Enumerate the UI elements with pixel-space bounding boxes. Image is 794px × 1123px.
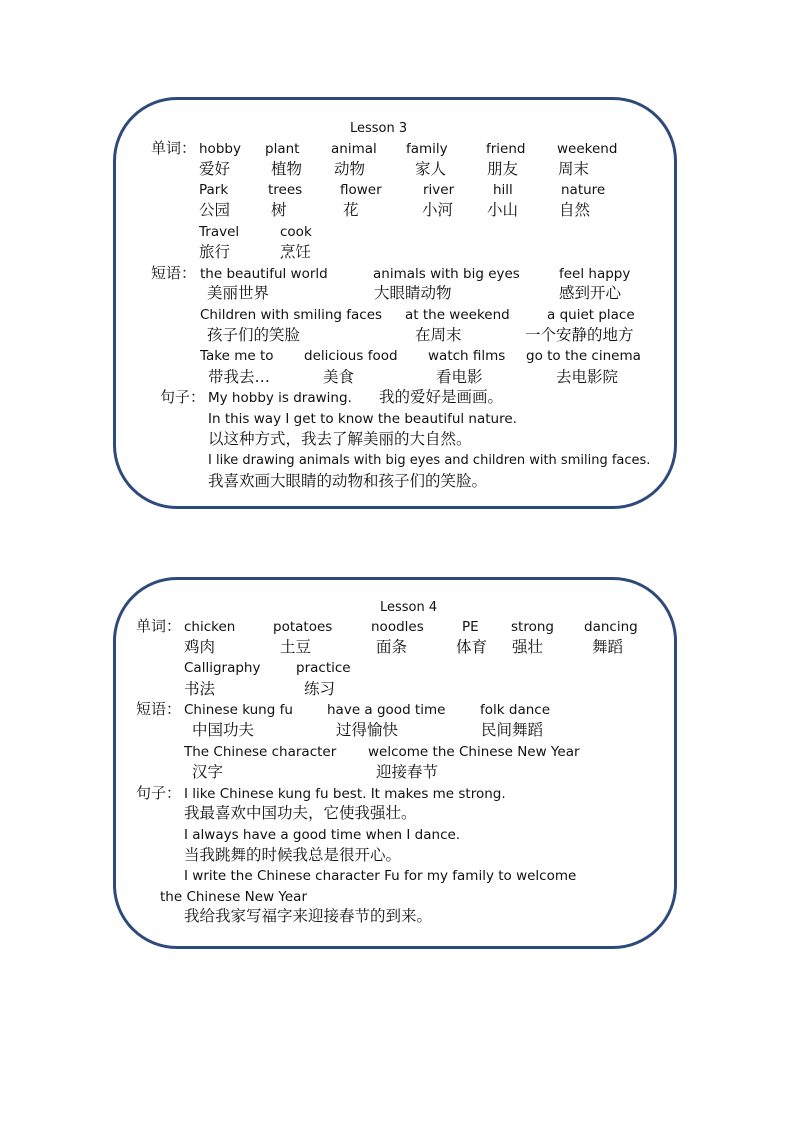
sentence-zh: 我的爱好是画画。 bbox=[379, 388, 504, 406]
word-en: Travel bbox=[199, 224, 240, 240]
word-zh: 强壮 bbox=[512, 638, 544, 656]
phrase-en: watch films bbox=[428, 348, 506, 364]
word-en: hill bbox=[493, 182, 513, 198]
sentence-zh: 我最喜欢中国功夫，它使我强壮。 bbox=[184, 804, 417, 822]
word-zh: 朋友 bbox=[487, 160, 519, 178]
phrase-zh: 美丽世界 bbox=[207, 284, 270, 302]
phrase-en: go to the cinema bbox=[526, 348, 641, 364]
phrase-zh: 感到开心 bbox=[559, 284, 622, 302]
lesson-3-title: Lesson 3 bbox=[350, 121, 408, 136]
word-zh: 旅行 bbox=[199, 243, 231, 261]
word-zh: 练习 bbox=[304, 680, 336, 698]
word-en: plant bbox=[265, 141, 300, 157]
word-zh: 面条 bbox=[376, 638, 408, 656]
word-en: friend bbox=[486, 141, 526, 157]
word-zh: 动物 bbox=[334, 160, 366, 178]
phrase-zh: 去电影院 bbox=[556, 368, 619, 386]
phrase-zh: 迎接春节 bbox=[376, 763, 439, 781]
phrase-zh: 汉字 bbox=[192, 763, 224, 781]
word-en: dancing bbox=[584, 619, 638, 635]
lesson-4-sentences-label: 句子： bbox=[136, 784, 182, 802]
phrase-en: delicious food bbox=[304, 348, 398, 364]
word-en: hobby bbox=[199, 141, 241, 157]
lesson-4-title: Lesson 4 bbox=[380, 600, 438, 615]
word-zh: 烹饪 bbox=[280, 243, 312, 261]
lesson-4-words-label: 单词： bbox=[136, 617, 182, 635]
word-en: family bbox=[406, 141, 448, 157]
word-zh: 植物 bbox=[271, 160, 303, 178]
lesson-4-phrases-label: 短语： bbox=[136, 700, 182, 718]
word-zh: 公园 bbox=[199, 201, 231, 219]
sentence-en: My hobby is drawing. bbox=[208, 390, 352, 406]
word-en: PE bbox=[462, 619, 479, 635]
phrase-en: feel happy bbox=[559, 266, 631, 282]
sentence-zh: 我喜欢画大眼睛的动物和孩子们的笑脸。 bbox=[208, 472, 488, 490]
phrase-en: The Chinese character bbox=[184, 744, 337, 760]
word-en: nature bbox=[561, 182, 606, 198]
phrase-zh: 在周末 bbox=[415, 326, 462, 344]
sentence-en: I like drawing animals with big eyes and children with smiling faces. bbox=[208, 453, 651, 468]
word-zh: 书法 bbox=[184, 680, 216, 698]
lesson-3-phrases-label: 短语： bbox=[151, 264, 197, 282]
word-en: trees bbox=[268, 182, 303, 198]
word-en: cook bbox=[280, 224, 312, 240]
word-en: river bbox=[423, 182, 455, 198]
word-zh: 土豆 bbox=[280, 638, 312, 656]
word-en: noodles bbox=[371, 619, 424, 635]
word-zh: 花 bbox=[343, 201, 359, 219]
phrase-zh: 中国功夫 bbox=[192, 721, 255, 739]
phrase-zh: 大眼睛动物 bbox=[374, 284, 452, 302]
phrase-en: welcome the Chinese New Year bbox=[368, 744, 580, 760]
word-en: animal bbox=[331, 141, 377, 157]
word-zh: 小河 bbox=[422, 201, 454, 219]
phrase-zh: 一个安静的地方 bbox=[525, 326, 634, 344]
phrase-en: Take me to bbox=[200, 348, 274, 364]
sentence-zh: 我给我家写福字来迎接春节的到来。 bbox=[184, 907, 433, 925]
phrase-en: the beautiful world bbox=[200, 266, 328, 282]
word-zh: 小山 bbox=[487, 201, 519, 219]
lesson-3-sentences-label: 句子： bbox=[160, 388, 206, 406]
word-en: Calligraphy bbox=[184, 660, 261, 676]
word-zh: 家人 bbox=[415, 160, 447, 178]
sentence-zh: 当我跳舞的时候我总是很开心。 bbox=[184, 846, 402, 864]
word-en: chicken bbox=[184, 619, 236, 635]
word-en: weekend bbox=[557, 141, 618, 157]
word-zh: 爱好 bbox=[199, 160, 231, 178]
word-en: Park bbox=[199, 182, 229, 198]
phrase-en: animals with big eyes bbox=[373, 266, 520, 282]
phrase-en: Children with smiling faces bbox=[200, 307, 383, 323]
lesson-3-words-label: 单词： bbox=[151, 139, 197, 157]
phrase-zh: 美食 bbox=[323, 368, 355, 386]
phrase-zh: 民间舞蹈 bbox=[481, 721, 544, 739]
phrase-en: have a good time bbox=[327, 702, 446, 718]
sentence-zh: 以这种方式，我去了解美丽的大自然。 bbox=[208, 430, 472, 448]
phrase-zh: 过得愉快 bbox=[336, 721, 399, 739]
sentence-en: I always have a good time when I dance. bbox=[184, 827, 461, 843]
sentence-en: the Chinese New Year bbox=[160, 889, 307, 905]
phrase-zh: 看电影 bbox=[436, 368, 483, 386]
word-zh: 鸡肉 bbox=[184, 638, 216, 656]
phrase-en: a quiet place bbox=[547, 307, 635, 323]
sentence-en: I like Chinese kung fu best. It makes me strong. bbox=[184, 786, 506, 802]
word-zh: 舞蹈 bbox=[592, 638, 624, 656]
word-zh: 周末 bbox=[558, 160, 590, 178]
word-en: potatoes bbox=[273, 619, 333, 635]
word-en: flower bbox=[340, 182, 382, 198]
word-en: strong bbox=[511, 619, 554, 635]
sentence-en: I write the Chinese character Fu for my family to welcome bbox=[184, 868, 577, 884]
sentence-en: In this way I get to know the beautiful nature. bbox=[208, 411, 517, 427]
phrase-zh: 孩子们的笑脸 bbox=[207, 326, 301, 344]
phrase-zh: 带我去… bbox=[208, 368, 271, 386]
word-zh: 树 bbox=[271, 201, 287, 219]
phrase-en: Chinese kung fu bbox=[184, 702, 293, 718]
phrase-en: at the weekend bbox=[405, 307, 510, 323]
phrase-en: folk dance bbox=[480, 702, 550, 718]
word-zh: 体育 bbox=[456, 638, 488, 656]
word-zh: 自然 bbox=[559, 201, 591, 219]
word-en: practice bbox=[296, 660, 351, 676]
